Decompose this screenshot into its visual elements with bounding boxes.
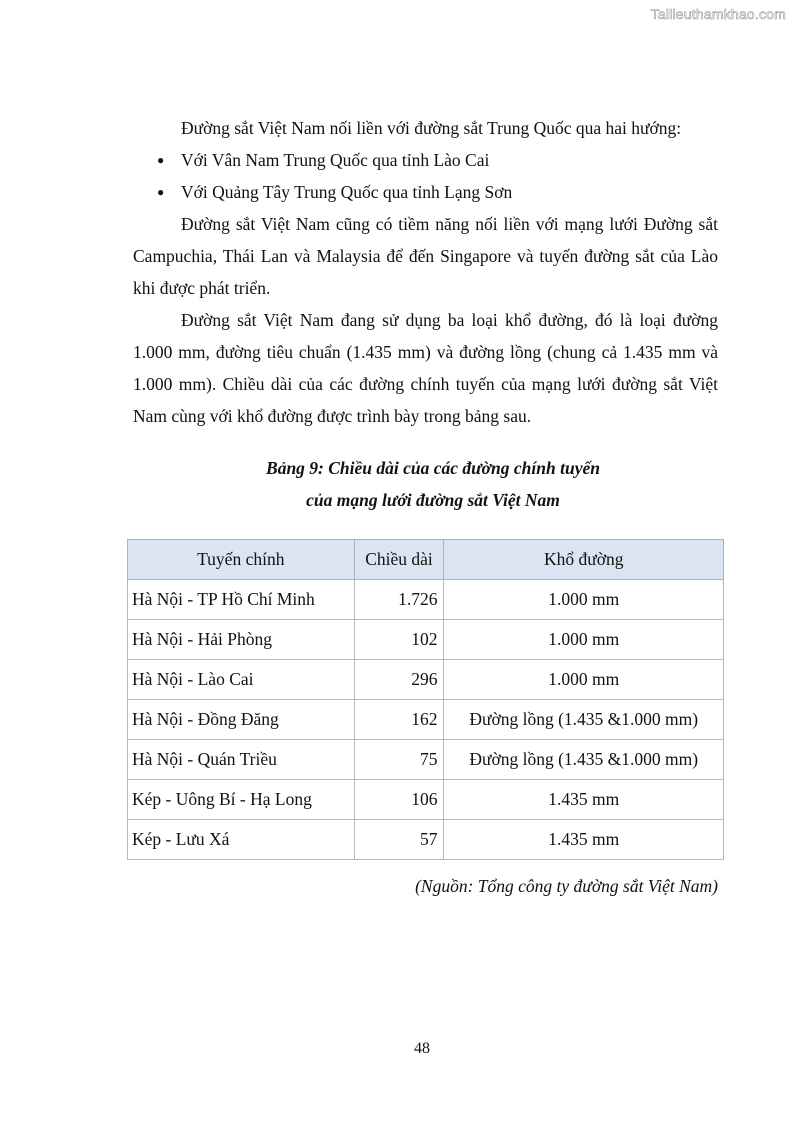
length-cell: 162 bbox=[354, 700, 444, 740]
watermark: Tailieuthamkhao.com bbox=[650, 6, 786, 22]
route-cell: Hà Nội - Quán Triều bbox=[128, 740, 355, 780]
length-cell: 296 bbox=[354, 660, 444, 700]
gauge-paragraph: Đường sắt Việt Nam đang sử dụng ba loại khổ đường, đó là loại đường 1.000 mm, đường tiêu chuẩn (1.435 mm) và đường lồng (chung cả 1.435 mm và 1.000 mm). Chiều dài của các đường chính tuyến của mạng lưới đường sắt Việt Nam cùng với khổ đường được trình bày trong bảng sau. bbox=[133, 310, 718, 426]
table-row bbox=[128, 660, 724, 700]
table-header-row bbox=[128, 540, 724, 580]
table-row bbox=[128, 820, 724, 860]
bullet-icon: ● bbox=[157, 153, 165, 167]
gauge-cell: Đường lồng (1.435 &1.000 mm) bbox=[444, 740, 724, 780]
route-cell: Kép - Lưu Xá bbox=[128, 820, 355, 860]
route-cell: Kép - Uông Bí - Hạ Long bbox=[128, 780, 355, 820]
intro-paragraph: Đường sắt Việt Nam nối liền với đường sắt Trung Quốc qua hai hướng: bbox=[181, 118, 682, 138]
bullet-list bbox=[133, 144, 718, 208]
length-cell: 75 bbox=[354, 740, 444, 780]
table-row bbox=[128, 780, 724, 820]
page-number: 48 bbox=[414, 1040, 430, 1057]
gauge-cell: 1.435 mm bbox=[444, 820, 724, 860]
length-cell: 106 bbox=[354, 780, 444, 820]
list-item bbox=[133, 144, 718, 176]
header-gauge: Khổ đường bbox=[444, 540, 724, 580]
connection-paragraph: Đường sắt Việt Nam cũng có tiềm năng nối liền với mạng lưới Đường sắt Campuchia, Thái Lan và Malaysia để đến Singapore và tuyến đường sắt của Lào khi được phát triển. bbox=[133, 214, 718, 298]
bullet-icon: ● bbox=[157, 185, 165, 199]
route-cell: Hà Nội - Đồng Đăng bbox=[128, 700, 355, 740]
list-item-text: Với Vân Nam Trung Quốc qua tỉnh Lào Cai bbox=[181, 150, 490, 170]
routes-table bbox=[127, 539, 724, 860]
table-caption-line2: của mạng lưới đường sắt Việt Nam bbox=[306, 490, 560, 510]
route-cell: Hà Nội - Lào Cai bbox=[128, 660, 355, 700]
table-row bbox=[128, 580, 724, 620]
gauge-cell: 1.000 mm bbox=[444, 620, 724, 660]
header-route: Tuyến chính bbox=[128, 540, 355, 580]
gauge-cell: 1.435 mm bbox=[444, 780, 724, 820]
length-cell: 57 bbox=[354, 820, 444, 860]
table-caption bbox=[133, 452, 733, 516]
table-row bbox=[128, 620, 724, 660]
source-note: (Nguồn: Tổng công ty đường sắt Việt Nam) bbox=[415, 876, 718, 896]
route-cell: Hà Nội - Hải Phòng bbox=[128, 620, 355, 660]
length-cell: 102 bbox=[354, 620, 444, 660]
list-item-text: Với Quảng Tây Trung Quốc qua tỉnh Lạng Sơn bbox=[181, 182, 513, 202]
gauge-cell: Đường lồng (1.435 &1.000 mm) bbox=[444, 700, 724, 740]
gauge-cell: 1.000 mm bbox=[444, 580, 724, 620]
list-item bbox=[133, 176, 718, 208]
table-row bbox=[128, 700, 724, 740]
route-cell: Hà Nội - TP Hồ Chí Minh bbox=[128, 580, 355, 620]
length-cell: 1.726 bbox=[354, 580, 444, 620]
body-text bbox=[133, 112, 718, 432]
gauge-cell: 1.000 mm bbox=[444, 660, 724, 700]
table-row bbox=[128, 740, 724, 780]
header-length: Chiều dài bbox=[354, 540, 444, 580]
table-caption-line1: Bảng 9: Chiều dài của các đường chính tuyến bbox=[266, 458, 600, 478]
